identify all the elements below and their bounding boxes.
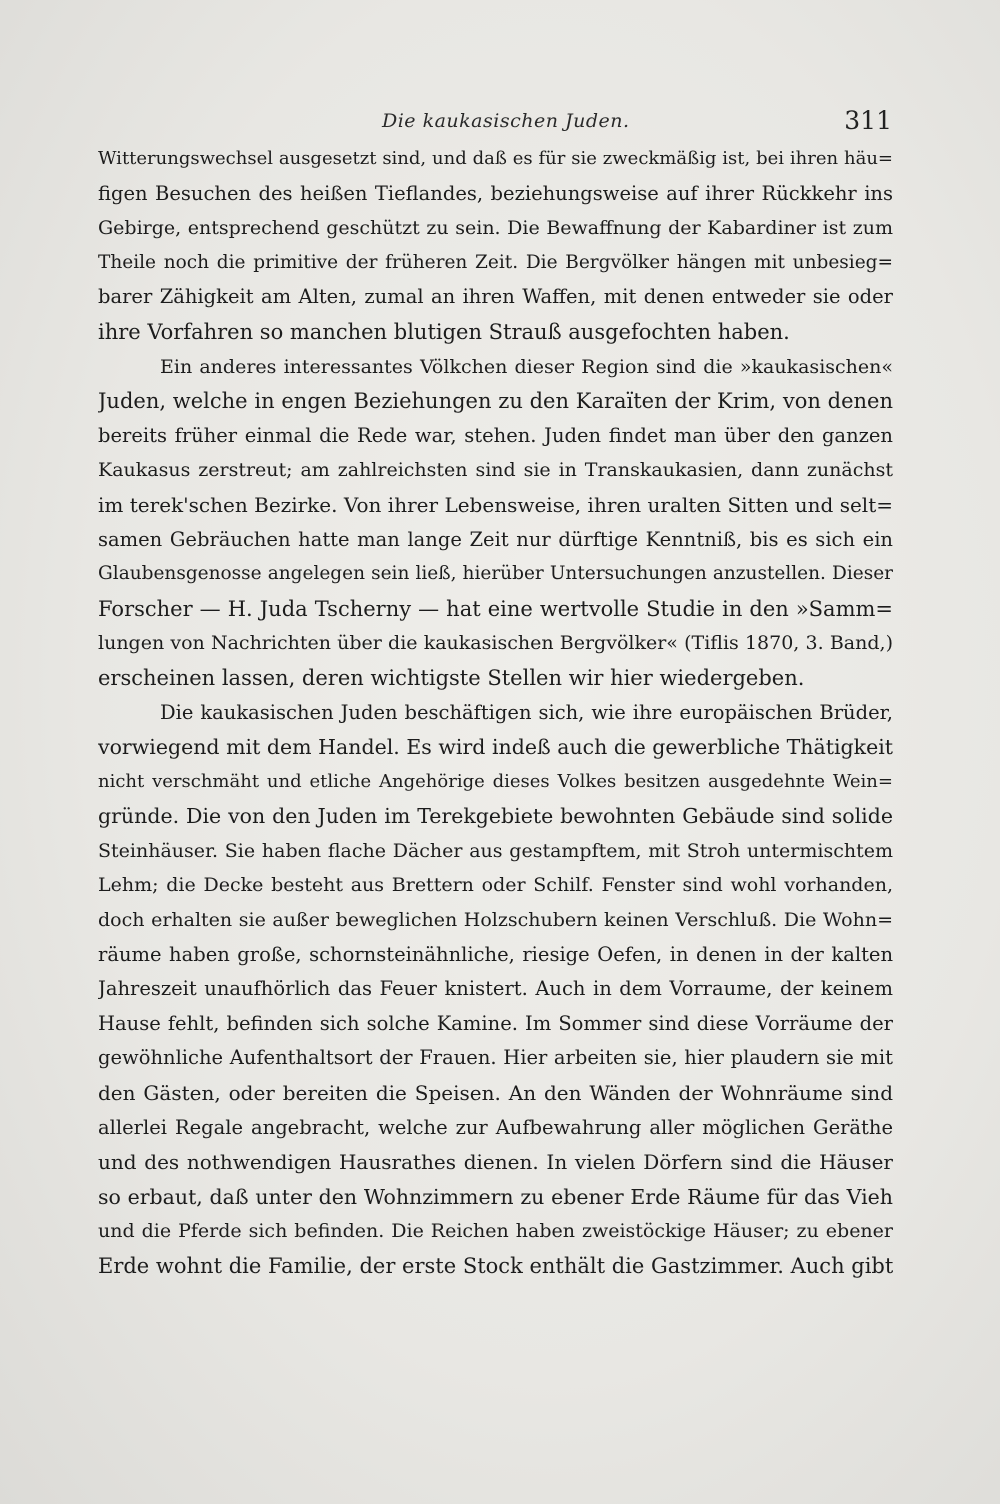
- text-line: Theile noch die primitive der früheren Zeit. Die Bergvölker hängen mit unbesieg=: [98, 251, 893, 273]
- text-line: Erde wohnt die Familie, der erste Stock enthält die Gastzimmer. Auch gibt: [98, 1254, 893, 1278]
- text-line: Glaubensgenosse angelegen sein ließ, hierüber Untersuchungen anzustellen. Dieser: [98, 563, 893, 585]
- text-line: Ein anderes interessantes Völkchen dieser Region sind die »kaukasischen«: [160, 355, 893, 378]
- text-line: barer Zähigkeit am Alten, zumal an ihren Waffen, mit denen entweder sie oder: [98, 285, 893, 309]
- text-line: allerlei Regale angebracht, welche zur Aufbewahrung aller möglichen Geräthe: [98, 1115, 893, 1139]
- text-line: Die kaukasischen Juden beschäftigen sich, wie ihre europäischen Brüder,: [160, 700, 893, 724]
- page-number: 311: [844, 106, 892, 135]
- text-line: doch erhalten sie außer beweglichen Holzschubern keinen Verschluß. Die Wohn=: [98, 909, 893, 932]
- body-text: [98, 142, 893, 1284]
- text-line: lungen von Nachrichten über die kaukasischen Bergvölker« (Tiflis 1870, 3. Band,): [98, 632, 893, 655]
- paragraph-2: [98, 350, 893, 696]
- text-line: und die Pferde sich befinden. Die Reichen haben zweistöckige Häuser; zu ebener: [98, 1220, 893, 1243]
- text-line: ihre Vorfahren so manchen blutigen Strauß ausgefochten haben.: [98, 319, 790, 344]
- text-line: figen Besuchen des heißen Tieflandes, beziehungsweise auf ihrer Rückkehr ins: [98, 181, 893, 205]
- text-line: räume haben große, schornsteinähnliche, riesige Oefen, in denen in der kalten: [98, 942, 893, 966]
- text-line: erscheinen lassen, deren wichtigste Stellen wir hier wiedergeben.: [98, 665, 805, 690]
- text-line: und des nothwendigen Hausrathes dienen. In vielen Dörfern sind die Häuser: [98, 1150, 893, 1175]
- text-line: samen Gebräuchen hatte man lange Zeit nur dürftige Kenntniß, bis es sich ein: [98, 527, 893, 551]
- text-line: Witterungswechsel ausgesetzt sind, und daß es für sie zweckmäßig ist, bei ihren häu=: [98, 148, 893, 169]
- text-line: bereits früher einmal die Rede war, stehen. Juden findet man über den ganzen: [98, 423, 893, 447]
- text-line: nicht verschmäht und etliche Angehörige dieses Volkes besitzen ausgedehnte Wein=: [98, 770, 893, 792]
- text-line: im terek'schen Bezirke. Von ihrer Lebensweise, ihren uralten Sitten und selt=: [98, 492, 893, 517]
- text-line: Forscher — H. Juda Tscherny — hat eine wertvolle Studie in den »Samm=: [98, 596, 893, 621]
- text-line: gewöhnliche Aufenthaltsort der Frauen. Hier arbeiten sie, hier plaudern sie mit: [98, 1046, 893, 1070]
- text-line: vorwiegend mit dem Handel. Es wird indeß auch die gewerbliche Thätigkeit: [98, 735, 893, 760]
- text-line: Juden, welche in engen Beziehungen zu den Karaïten der Krim, von denen: [98, 389, 893, 414]
- paragraph-3: [98, 696, 893, 1284]
- text-line: Lehm; die Decke besteht aus Brettern oder Schilf. Fenster sind wohl vorhanden,: [98, 874, 893, 897]
- text-line: Steinhäuser. Sie haben flache Dächer aus gestampftem, mit Stroh untermischtem: [98, 839, 893, 862]
- text-line: Gebirge, entsprechend geschützt zu sein. Die Bewaffnung der Kabardiner ist zum: [98, 217, 893, 240]
- text-line: gründe. Die von den Juden im Terekgebiete bewohnten Gebäude sind solide: [98, 804, 893, 829]
- text-line: so erbaut, daß unter den Wohnzimmern zu ebener Erde Räume für das Vieh: [98, 1184, 893, 1209]
- text-line: Kaukasus zerstreut; am zahlreichsten sind sie in Transkaukasien, dann zunächst: [98, 459, 893, 482]
- text-line: den Gästen, oder bereiten die Speisen. An den Wänden der Wohnräume sind: [98, 1081, 893, 1106]
- text-line: Hause fehlt, befinden sich solche Kamine. Im Sommer sind diese Vorräume der: [98, 1011, 893, 1035]
- text-line: Jahreszeit unaufhörlich das Feuer knistert. Auch in dem Vorraume, der keinem: [98, 977, 893, 1001]
- running-head: Die kaukasischen Juden.: [382, 110, 630, 132]
- paragraph-1: [98, 142, 893, 350]
